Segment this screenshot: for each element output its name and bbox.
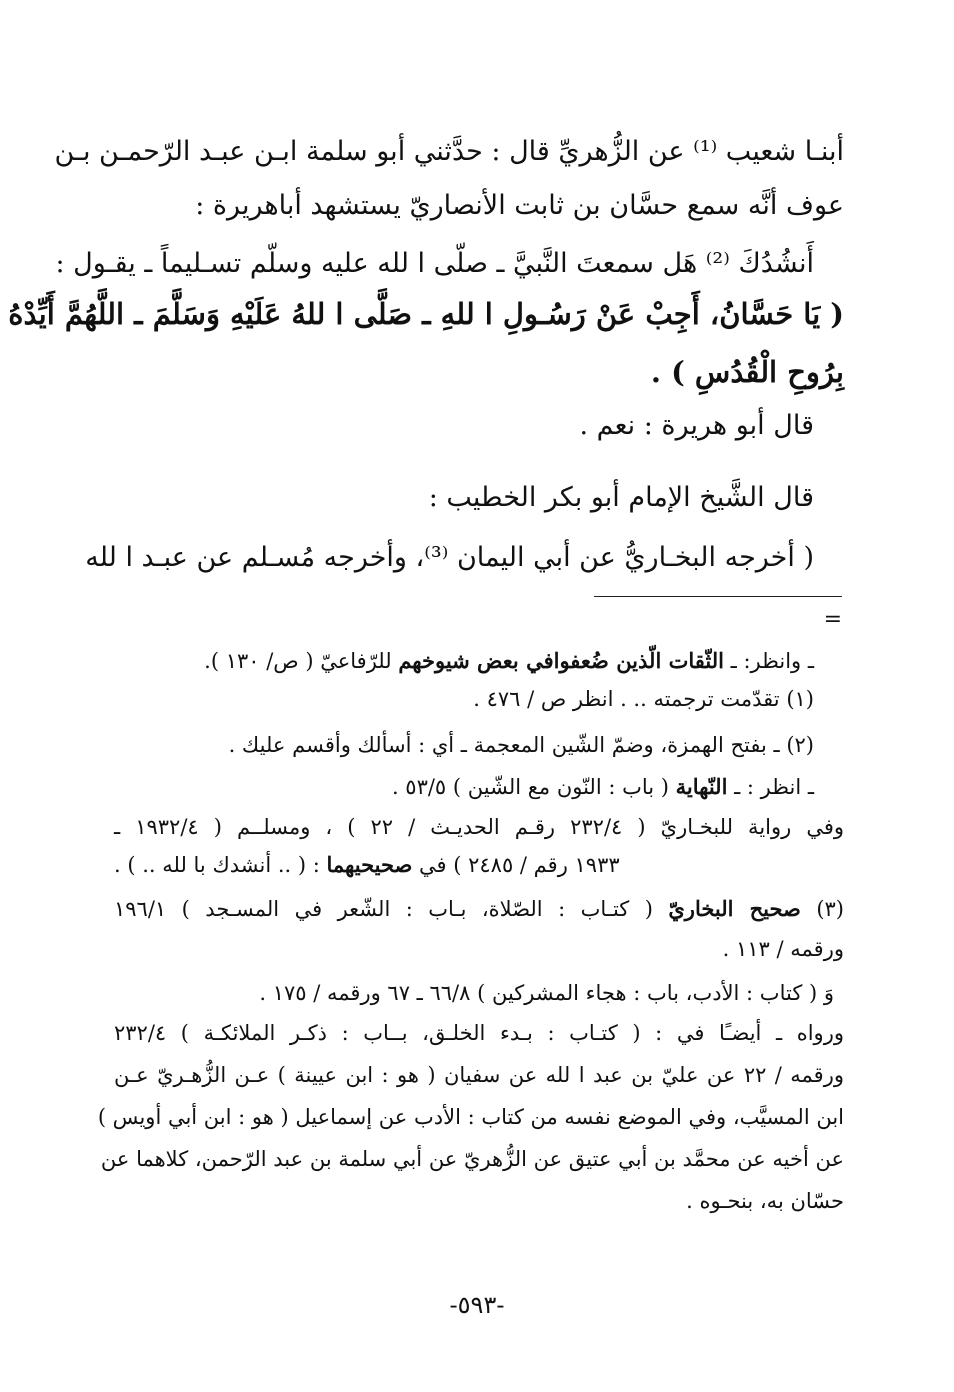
main-text-line: قال أبو هريرة : نعم . bbox=[579, 410, 814, 441]
footnote-line bbox=[114, 848, 814, 882]
footnote-continuation-mark: = bbox=[823, 607, 842, 632]
footnote-line: حسّان به، بنحـوه . bbox=[686, 1189, 844, 1213]
footnote-text: ـ وانظر: ـ bbox=[723, 649, 814, 673]
footnote-book-title: النّهاية bbox=[675, 774, 728, 799]
footnote-line bbox=[114, 892, 844, 926]
footnote-text: (٣) bbox=[800, 897, 844, 921]
main-text-line: أبنـا شعيب ⁽¹⁾ عن الزُّهريِّ قال : حدَّثني أبو سلمة ابـن عبـد الرّحمـن بـن bbox=[54, 136, 844, 167]
main-text-line: أَنشُدُكَ ⁽²⁾ هَل سمعتَ النَّبيَّ ـ صلّى ا لله عليه وسلّم تسـليماً ـ يقـول : bbox=[55, 248, 814, 279]
footnote-book-title: صحيح البخاريّ bbox=[668, 896, 801, 921]
footnote-line: عن أخيه عن محمَّد بن أبي عتيق عن الزُّهريّ عن أبي سلمة بن عبد الرّحمن، كلاهما عن bbox=[100, 1147, 844, 1171]
footnote-line: ورقمه / ١١٣ . bbox=[722, 937, 844, 961]
footnote-text: ( باب : النّون مع الشّين ) ٥٣/٥ . bbox=[391, 775, 676, 799]
main-text-line: عوف أنَّه سمع حسَّان بن ثابت الأنصاريّ يستشهد أباهريرة : bbox=[195, 190, 844, 221]
footnote-book-title: صحيحيهما bbox=[326, 852, 413, 877]
footnote-line: (١) تقدّمت ترجمته .. . انظر ص / ٤٧٦ . bbox=[473, 687, 814, 711]
footnote-text: ( كتـاب : الصّلاة، بـاب : الشّعر في المسـجد ) ١٩٦/١ bbox=[114, 897, 669, 921]
page-number: -٥٩٣- bbox=[449, 1291, 505, 1319]
hadith-text-line: بِرُوحِ الْقُدُسِ ) . bbox=[650, 355, 844, 389]
main-text-line: ( أخرجه البخـاريُّ عن أبي اليمان ⁽³⁾، وأخرجه مُسـلم عن عبـد ا لله bbox=[85, 542, 814, 573]
footnote-line: ابن المسيَّب، وفي الموضع نفسه من كتاب : الأدب عن إسماعيل ( هو : ابن أبي أويس ) bbox=[97, 1105, 844, 1129]
footnote-line: (٢) ـ بفتح الهمزة، وضمّ الشّين المعجمة ـ أي : أسألك وأقسم عليك . bbox=[228, 733, 814, 757]
main-text-line: قال الشَّيخ الإمام أبو بكر الخطيب : bbox=[428, 482, 814, 513]
footnote-book-title: الثّقات الّذين ضُعفوافي بعض شيوخهم bbox=[398, 648, 724, 673]
footnote-line: ورقمه / ٢٢ عن عليّ بن عبد ا لله عن سفيان ( هو : ابن عيينة ) عـن الزُّهـريّ عـن bbox=[114, 1063, 844, 1087]
footnote-text: ١٩٣٣ رقم / ٢٤٨٥ ) في bbox=[412, 853, 620, 877]
footnote-separator bbox=[594, 596, 842, 597]
footnote-text: ـ انظر : ـ bbox=[727, 775, 814, 799]
footnote-line: وفي رواية للبخـاريّ ( ٢٣٢/٤ رقـم الحديـث / ٢٢ ) ، ومسلــم ( ١٩٣٢/٤ ـ bbox=[114, 815, 845, 839]
footnote-text: : ( .. أنشدك با لله .. ) . bbox=[114, 853, 327, 877]
footnote-line: وَ ( كتاب : الأدب، باب : هجاء المشركين ) ٦٦/٨ ـ ٦٧ ورقمه / ١٧٥ . bbox=[259, 981, 834, 1005]
footnote-line bbox=[114, 770, 814, 804]
footnote-line bbox=[114, 644, 814, 678]
hadith-text-line: ( يَا حَسَّانُ، أَجِبْ عَنْ رَسُـولِ ا للهِ ـ صَلَّى ا للهُ عَلَيْهِ وَسَلَّمَ ـ اللَّهُمَّ أَيِّدْهُ bbox=[8, 297, 844, 331]
footnote-line: ورواه ـ أيضـًا في : ( كتـاب : بـدء الخلـق، بــاب : ذكـر الملائكـة ) ٢٣٢/٤ bbox=[114, 1021, 844, 1045]
footnote-text: للرّفاعيّ ( ص/ ١٣٠ ). bbox=[204, 649, 399, 673]
